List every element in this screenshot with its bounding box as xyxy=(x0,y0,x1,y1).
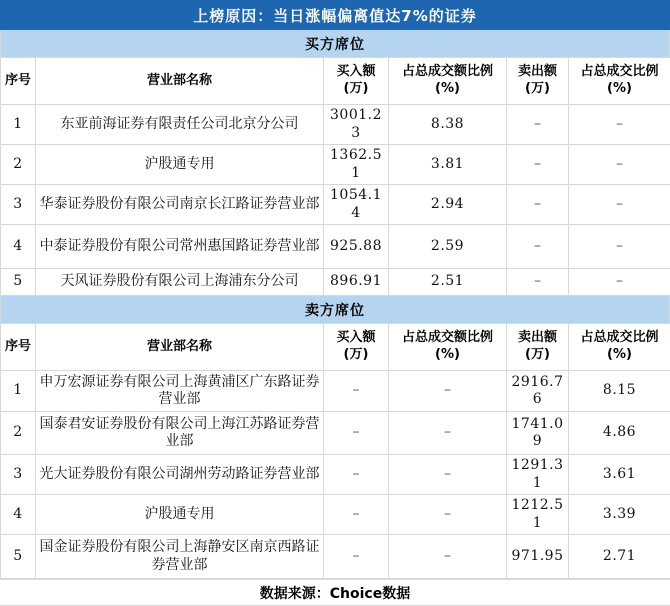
col-header-broker-name: 营业部名称 xyxy=(36,58,324,105)
cell-buy-amount: 896.91 xyxy=(324,269,389,296)
cell-index: 1 xyxy=(1,105,36,145)
col-header-buy-ratio: 占总成交额比例(%) xyxy=(389,324,507,371)
table-row xyxy=(1,269,670,296)
cell-broker-name: 沪股通专用 xyxy=(36,145,324,185)
cell-buy-ratio: – xyxy=(389,371,507,412)
cell-index: 4 xyxy=(1,495,36,535)
section-header-sell-label: 卖方席位 xyxy=(305,300,365,320)
cell-buy-amount: 1054.14 xyxy=(324,185,389,225)
cell-index: 4 xyxy=(1,225,36,269)
cell-sell-ratio: 3.61 xyxy=(569,455,670,495)
cell-sell-amount: – xyxy=(507,145,569,185)
cell-sell-amount: – xyxy=(507,225,569,269)
table-row xyxy=(1,105,670,145)
cell-index: 2 xyxy=(1,412,36,455)
sell-table xyxy=(0,323,670,579)
cell-buy-ratio: – xyxy=(389,412,507,455)
table-row xyxy=(1,495,670,535)
col-header-buy-amount: 买入额(万) xyxy=(324,324,389,371)
table-row xyxy=(1,535,670,579)
col-header-sell-amount: 卖出额(万) xyxy=(507,324,569,371)
cell-sell-amount: 1291.31 xyxy=(507,455,569,495)
col-header-sell-amount: 卖出额(万) xyxy=(507,58,569,105)
table-row xyxy=(1,371,670,412)
col-header-sell-ratio: 占总成交比例(%) xyxy=(569,324,670,371)
cell-buy-amount: – xyxy=(324,412,389,455)
cell-buy-amount: – xyxy=(324,371,389,412)
section-header-buy-label: 买方席位 xyxy=(305,34,365,54)
col-header-sell-ratio: 占总成交比例(%) xyxy=(569,58,670,105)
cell-sell-amount: 1741.09 xyxy=(507,412,569,455)
cell-sell-ratio: – xyxy=(569,269,670,296)
cell-buy-ratio: 8.38 xyxy=(389,105,507,145)
col-header-buy-ratio: 占总成交额比例(%) xyxy=(389,58,507,105)
cell-broker-name: 申万宏源证券有限公司上海黄浦区广东路证券营业部 xyxy=(36,371,324,412)
cell-buy-amount: 925.88 xyxy=(324,225,389,269)
cell-sell-ratio: 3.39 xyxy=(569,495,670,535)
data-source xyxy=(0,579,670,606)
table-row xyxy=(1,225,670,269)
cell-broker-name: 中泰证券股份有限公司常州惠国路证券营业部 xyxy=(36,225,324,269)
cell-broker-name: 华泰证券股份有限公司南京长江路证券营业部 xyxy=(36,185,324,225)
cell-buy-ratio: – xyxy=(389,535,507,579)
cell-buy-ratio: 2.94 xyxy=(389,185,507,225)
cell-buy-ratio: 2.51 xyxy=(389,269,507,296)
cell-sell-ratio: – xyxy=(569,105,670,145)
cell-buy-ratio: 2.59 xyxy=(389,225,507,269)
cell-sell-amount: 2916.76 xyxy=(507,371,569,412)
cell-buy-ratio: – xyxy=(389,495,507,535)
cell-index: 5 xyxy=(1,269,36,296)
section-header-sell xyxy=(0,296,670,323)
cell-broker-name: 光大证券股份有限公司湖州劳动路证券营业部 xyxy=(36,455,324,495)
buy-table-header-row xyxy=(1,58,670,105)
cell-sell-amount: 1212.51 xyxy=(507,495,569,535)
cell-index: 3 xyxy=(1,455,36,495)
cell-buy-amount: – xyxy=(324,455,389,495)
cell-index: 3 xyxy=(1,185,36,225)
cell-sell-ratio: 2.71 xyxy=(569,535,670,579)
col-header-index: 序号 xyxy=(1,58,36,105)
cell-broker-name: 东亚前海证券有限责任公司北京分公司 xyxy=(36,105,324,145)
cell-sell-amount: 971.95 xyxy=(507,535,569,579)
cell-sell-amount: – xyxy=(507,105,569,145)
cell-broker-name: 天风证券股份有限公司上海浦东分公司 xyxy=(36,269,324,296)
cell-sell-ratio: – xyxy=(569,185,670,225)
cell-broker-name: 沪股通专用 xyxy=(36,495,324,535)
cell-index: 2 xyxy=(1,145,36,185)
cell-sell-ratio: – xyxy=(569,225,670,269)
buy-table xyxy=(0,57,670,296)
cell-broker-name: 国泰君安证券股份有限公司上海江苏路证券营业部 xyxy=(36,412,324,455)
cell-sell-amount: – xyxy=(507,269,569,296)
cell-buy-amount: 3001.23 xyxy=(324,105,389,145)
cell-buy-amount: – xyxy=(324,495,389,535)
table-row xyxy=(1,412,670,455)
cell-index: 1 xyxy=(1,371,36,412)
col-header-buy-amount: 买入额(万) xyxy=(324,58,389,105)
section-header-buy xyxy=(0,30,670,57)
table-row xyxy=(1,145,670,185)
cell-buy-ratio: – xyxy=(389,455,507,495)
cell-sell-ratio: 4.86 xyxy=(569,412,670,455)
cell-buy-amount: – xyxy=(324,535,389,579)
cell-sell-ratio: – xyxy=(569,145,670,185)
cell-buy-ratio: 3.81 xyxy=(389,145,507,185)
sell-table-header-row xyxy=(1,324,670,371)
cell-index: 5 xyxy=(1,535,36,579)
table-row xyxy=(1,455,670,495)
table-row xyxy=(1,185,670,225)
cell-sell-ratio: 8.15 xyxy=(569,371,670,412)
page-title xyxy=(0,0,670,30)
col-header-broker-name: 营业部名称 xyxy=(36,324,324,371)
col-header-index: 序号 xyxy=(1,324,36,371)
cell-broker-name: 国金证券股份有限公司上海静安区南京西路证券营业部 xyxy=(36,535,324,579)
page-title-text: 上榜原因：当日涨幅偏离值达7%的证券 xyxy=(193,5,476,26)
data-source-text: 数据来源：Choice数据 xyxy=(260,583,410,603)
cell-buy-amount: 1362.51 xyxy=(324,145,389,185)
cell-sell-amount: – xyxy=(507,185,569,225)
